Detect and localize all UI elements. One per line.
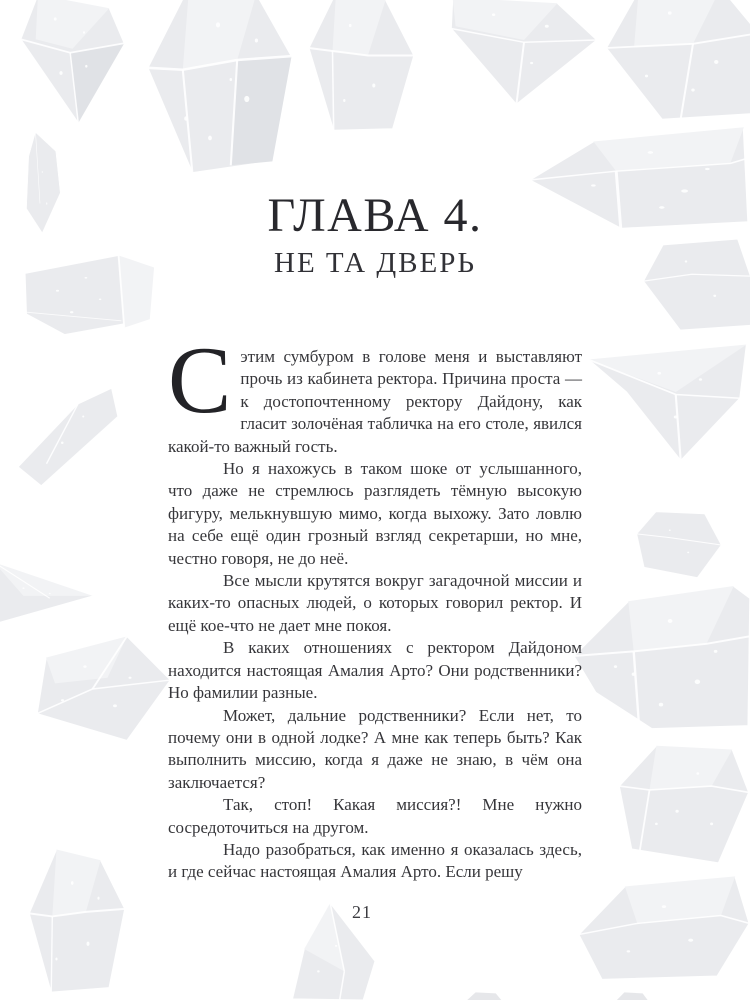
paragraph: Так, стоп! Какая миссия?! Мне нужно сосредоточиться на другом. (168, 795, 582, 837)
crystal-icon-left-pentagon (25, 633, 175, 745)
page-number: 21 (352, 902, 372, 922)
paragraph: Но я нахожусь в таком шоке от услышанного, что даже не стремлюсь разглядеть тёмную высокую фигуру, мелькнувшую мимо, когда выхожу. Зато ловлю на себе ещё один грозный взгляд секретарши, но мне, честно говоря, не до неё. (168, 459, 582, 568)
chapter-body (168, 327, 582, 884)
chapter-title: ГЛАВА 4. (267, 189, 483, 242)
paragraph-opening (168, 327, 582, 458)
crystal-icon-left-shard (15, 385, 120, 490)
crystal-icon-top-mid-right (303, 0, 421, 138)
paragraph: Надо разобраться, как именно я оказалась здесь, и где сейчас настоящая Амалия Арто. Если решу (168, 839, 582, 882)
crystal-icon-right-large (570, 583, 750, 735)
crystal-icon-right-prism-low (615, 742, 750, 868)
chapter-header (0, 190, 750, 280)
chapter-subtitle: НЕ ТА ДВЕРЬ (274, 246, 476, 279)
crystal-icon-bottom-peek-right (613, 990, 651, 1000)
crystal-icon-bottom-right (575, 873, 750, 985)
crystal-icon-top-left (15, 0, 130, 127)
paragraph: Может, дальние родственники? Если нет, то почему они в одной лодке? А мне как теперь быть? Как выполнить миссию, когда я даже не знаю, в чём она заключается? (168, 705, 582, 792)
paragraph: В каких отношениях с ректором Дайдоном находится настоящая Амалия Арто? Они родственники? Но фамилии разные. (168, 638, 582, 703)
opening-paragraph-text: этим сумбуром в голове меня и выставляют прочь из кабинета ректора. Причина проста — к достопочтенному ректору Дайдону, как гласит золочёная табличка на его столе, явился какой-то важный гость. (168, 347, 582, 456)
page-footer (155, 902, 569, 923)
crystal-icon-top-right (600, 0, 750, 125)
drop-cap: С (168, 327, 232, 433)
crystal-icon-right-triangle (585, 342, 750, 467)
paragraph: Все мысли крутятся вокруг загадочной миссии и каких-то опасных людей, о которых говорил ректор. И ещё кое-что не дает мне покоя. (168, 571, 582, 635)
crystal-icon-bottom-peek-left (463, 990, 505, 1000)
crystal-icon-top-center (138, 0, 298, 177)
crystal-icon-left-arrow (0, 553, 97, 631)
crystal-icon-right-small-mid (633, 508, 725, 582)
crystal-icon-bottom-left (25, 845, 130, 997)
crystal-icon-top-shard (448, 0, 600, 109)
